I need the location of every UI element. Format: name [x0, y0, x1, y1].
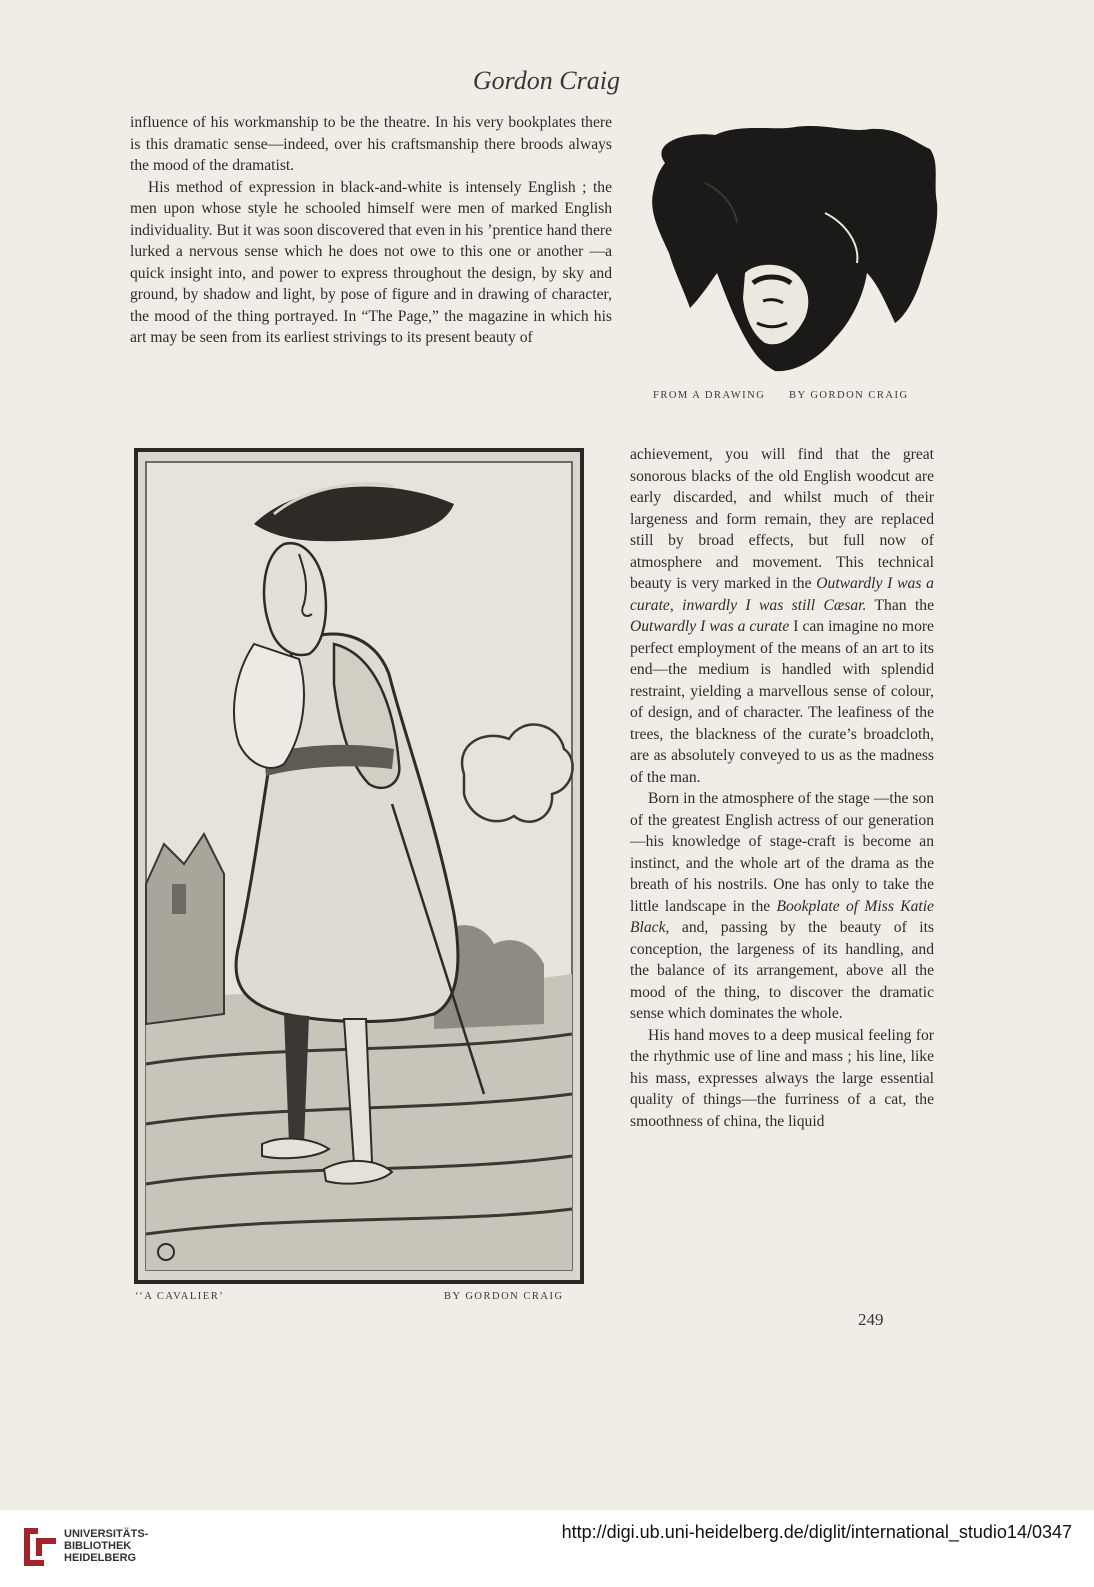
head-drawing-illustration — [645, 123, 940, 380]
artwork-title-outwardly-curate: Outwardly I was a curate — [630, 618, 790, 635]
university-library-logo-icon — [20, 1526, 60, 1568]
right-paragraph-3: His hand moves to a deep musical feeling for the rhythmic use of line and mass ; his line, like his mass, expresses always the large essential quality of things—the furriness of a cat, the smoothness of china, the liquid — [630, 1026, 934, 1130]
cavalier-caption-credit: BY GORDON CRAIG — [444, 1291, 564, 1302]
library-name-line-2: BIBLIOTHEK — [64, 1540, 132, 1552]
library-footer — [0, 1510, 1094, 1587]
right-paragraph-2 — [630, 788, 934, 1025]
library-name — [64, 1528, 148, 1564]
right-paragraph-1-text-c: I can imagine no more perfect employment of the means of an art to its end—the medium is handled with splendid restraint, yielding a marvellous sense of colour, of design, and of character. The leafiness of the trees, the blackness of the curate’s broadcloth, are as absolutely conveyed to us as the madness of the man. — [630, 618, 934, 786]
right-paragraph-1-text-a: achievement, you will find that the great sonorous blacks of the old English woodcut are early discarded, and whilst much of their largeness and form remain, they are replaced still by broad effects, but full now of atmosphere and movement. This technical beauty is very marked in the — [630, 446, 934, 592]
intro-paragraph-1: influence of his workmanship to be the theatre. In his very bookplates there is this dramatic sense—indeed, over his craftsmanship there broods always the mood of the dramatist. — [130, 114, 612, 174]
source-url-link[interactable]: http://digi.ub.uni-heidelberg.de/diglit/international_studio14/0347 — [561, 1522, 1072, 1542]
right-paragraph-2-text-b: , and, passing by the beauty of its conception, the largeness of its handling, and the balance of its arrangement, above all the mood of the thing, to discover the dramatic sense which dominates the whole. — [630, 919, 934, 1022]
artwork-title-bookplate: Bookplate of Miss Katie Black — [630, 897, 934, 936]
cavalier-caption-title: ‘‘A CAVALIER’ — [135, 1291, 225, 1302]
artwork-title-outwardly-caesar: Outwardly I was a curate, inwardly I was still Cæsar. — [630, 575, 934, 614]
intro-paragraph-2: His method of expression in black-and-white is intensely English ; the men upon whose style he schooled himself were men of marked English individuality. But it was soon discovered that even in his ’prentice hand there lurked a nervous sense which he does not owe to this one or another —a quick insight into, and power to express throughout the design, by sky and ground, by shadow and light, by pose of figure and in drawing of character, the mood of the thing portrayed. In “The Page,” the magazine in which his art may be seen from its earliest strivings to its present beauty of — [130, 178, 612, 346]
intro-text-block — [130, 112, 612, 349]
right-text-column — [630, 444, 934, 1132]
head-drawing-caption-left: FROM A DRAWING — [653, 390, 766, 401]
running-title: Gordon Craig — [472, 66, 620, 95]
library-name-line-3: HEIDELBERG — [64, 1552, 137, 1564]
right-paragraph-1-text-b: Than the — [866, 596, 935, 614]
right-paragraph-2-text-a: Born in the atmosphere of the stage —the son of the greatest English actress of our generation—his knowledge of stage-craft is become an instinct, and the whole art of the drama as the breath of his nostrils. One has only to take the little landscape in the — [630, 790, 934, 915]
head-drawing-caption-right: BY GORDON CRAIG — [789, 390, 909, 401]
right-paragraph-1 — [630, 444, 934, 788]
cavalier-illustration — [134, 444, 586, 1284]
page-number: 249 — [858, 1310, 884, 1329]
library-name-line-1: UNIVERSITÄTS- — [64, 1528, 149, 1540]
